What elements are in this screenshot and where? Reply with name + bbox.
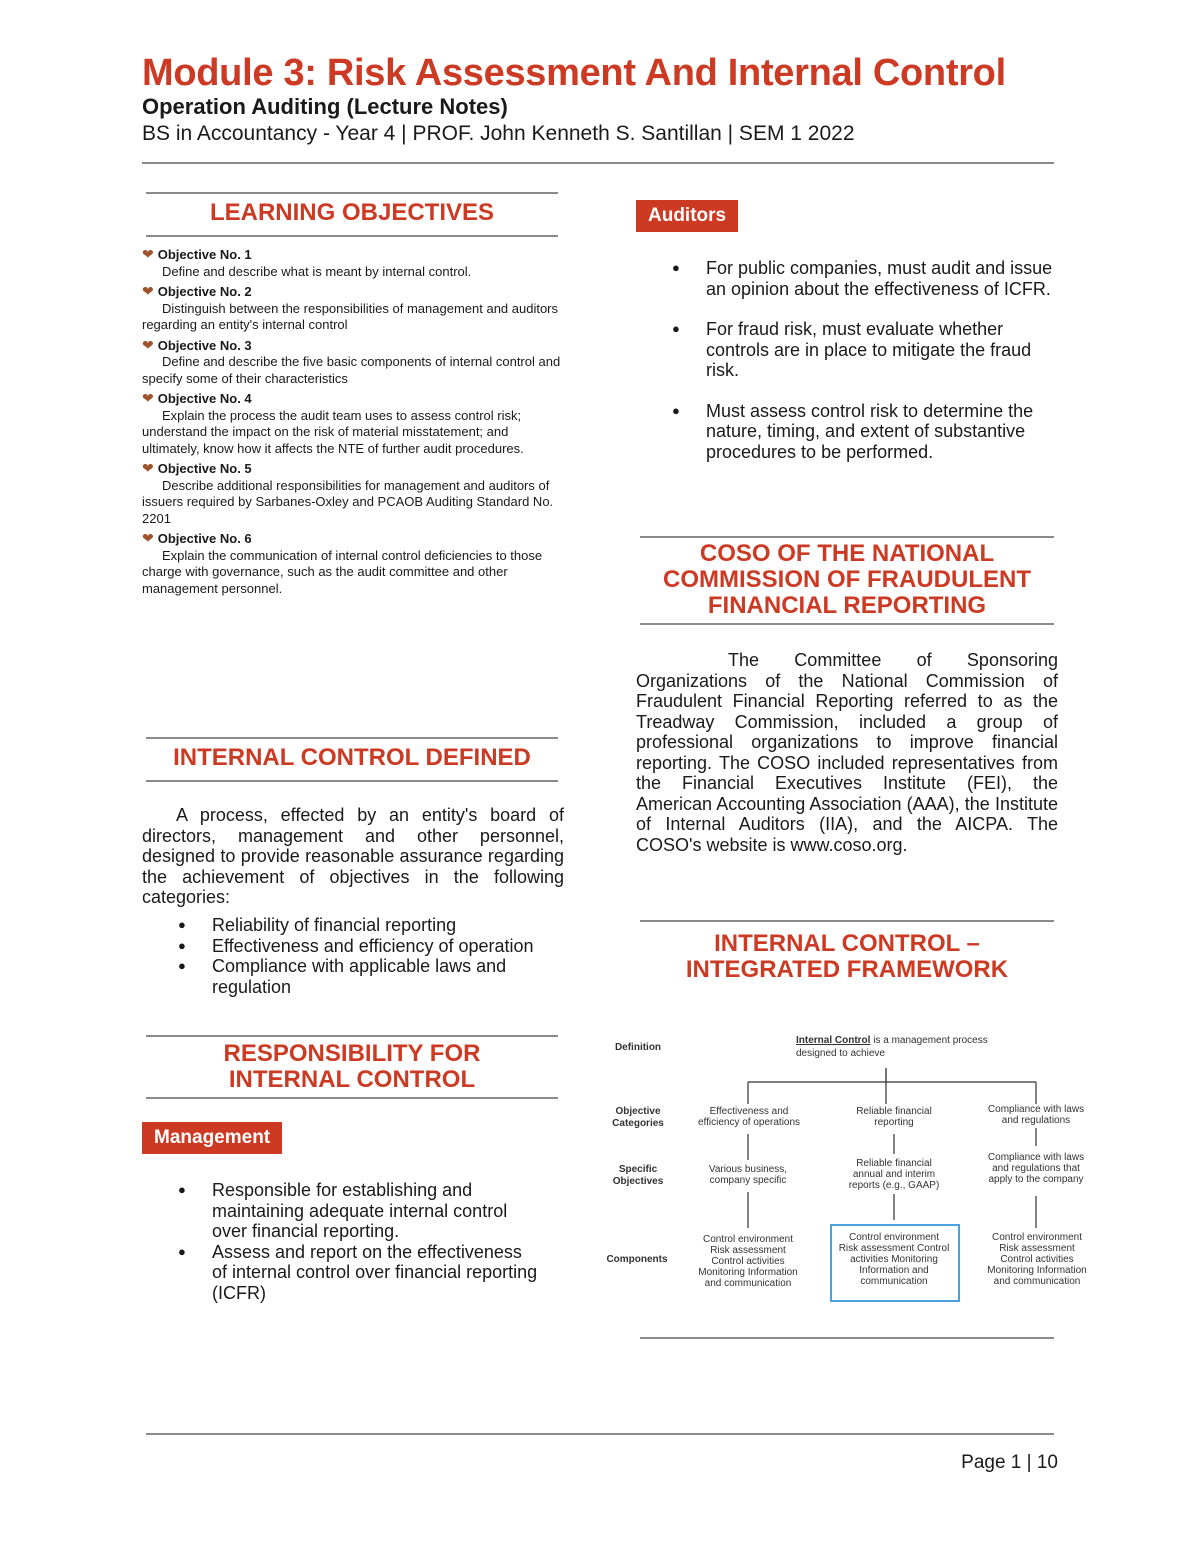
category-operations: Effectiveness and efficiency of operations <box>697 1106 801 1128</box>
heart-icon: ❤ <box>142 530 154 546</box>
auditors-tag: Auditors <box>636 200 738 232</box>
list-item: ● For fraud risk, must evaluate whether controls are in place to mitigate the fraud risk. <box>672 319 1062 381</box>
specific-financial: Reliable financial annual and interim reports (e.g., GAAP) <box>848 1158 940 1191</box>
objective-description: Distinguish between the responsibilities of management and auditors regarding an entity's internal control <box>142 300 559 332</box>
list-item: ● Compliance with applicable laws and regulation <box>178 956 548 997</box>
heart-icon: ❤ <box>142 390 154 406</box>
list-item: ● Assess and report on the effectiveness of internal control over financial reporting (ICFR) <box>178 1242 538 1304</box>
learning-objectives-heading: LEARNING OBJECTIVES <box>209 199 495 226</box>
divider <box>146 1035 558 1037</box>
objective-title: Objective No. 2 <box>157 284 252 299</box>
responsibility-heading: RESPONSIBILITY FOR INTERNAL CONTROL <box>223 1040 481 1093</box>
page-number: Page 1 | 10 <box>961 1452 1058 1473</box>
specific-operations: Various business, company specific <box>708 1164 788 1186</box>
objective-categories-list <box>178 915 548 997</box>
objective-description: Define and describe the five basic components of internal control and specify some of their characteristics <box>142 354 561 386</box>
divider <box>146 737 558 739</box>
list-item: ● For public companies, must audit and issue an opinion about the effectiveness of ICFR. <box>672 258 1062 299</box>
divider <box>146 192 558 194</box>
list-item: ● Responsible for establishing and maintaining adequate internal control over financial reporting. <box>178 1180 538 1242</box>
management-tag: Management <box>142 1122 282 1154</box>
internal-control-defined-heading: INTERNAL CONTROL DEFINED <box>173 744 531 771</box>
coso-heading: COSO OF THE NATIONAL COMMISSION OF FRAUDULENT FINANCIAL REPORTING <box>663 540 1031 619</box>
internal-control-definition: A process, effected by an entity's board of directors, management and other personnel, designed to provide reasonable assurance regarding the achievement of objectives in the following categories: <box>142 805 564 907</box>
row-label-definition: Definition <box>614 1042 662 1053</box>
coso-framework-diagram <box>600 1028 1100 1308</box>
definition-rest: is a management process designed to achieve <box>796 1035 988 1059</box>
components-financial: Control environment Risk assessment Control activities Monitoring Information and communication <box>838 1232 950 1287</box>
auditors-responsibilities-list <box>672 258 1062 482</box>
objective-title: Objective No. 1 <box>157 247 252 262</box>
heart-icon: ❤ <box>142 460 154 476</box>
divider <box>640 536 1054 538</box>
divider <box>640 623 1054 625</box>
objective-item <box>142 390 562 457</box>
objective-title: Objective No. 5 <box>157 461 252 476</box>
header-divider <box>142 162 1054 164</box>
heart-icon: ❤ <box>142 246 154 262</box>
definition-text <box>796 1034 996 1060</box>
objective-item <box>142 283 562 334</box>
coso-paragraph: The Committee of Sponsoring Organizations of the National Commission of Fraudulent Financial Reporting referred to as the Treadway Commission, included a group of professional organizations to improve financial reporting. The COSO included representatives from the Financial Executives Institute (FEI), the American Accounting Association (AAA), the Institute of Internal Auditors (IIA), and the AICPA. The COSO's website is www.coso.org. <box>636 650 1058 855</box>
list-item: ● Effectiveness and efficiency of operation <box>178 936 548 957</box>
specific-compliance: Compliance with laws and regulations that apply to the company <box>987 1152 1085 1185</box>
list-item: ● Must assess control risk to determine the nature, timing, and extent of substantive procedures to be performed. <box>672 401 1062 463</box>
divider <box>146 1097 558 1099</box>
category-compliance: Compliance with laws and regulations <box>987 1104 1085 1126</box>
page-title: Module 3: Risk Assessment And Internal Control <box>142 52 1006 94</box>
objective-title: Objective No. 6 <box>157 531 252 546</box>
objective-title: Objective No. 4 <box>157 391 252 406</box>
row-label-objective-categories: Objective Categories <box>612 1106 664 1129</box>
framework-heading: INTERNAL CONTROL – INTEGRATED FRAMEWORK <box>685 930 1009 983</box>
definition-term: Internal Control <box>796 1035 871 1046</box>
divider <box>640 1337 1054 1339</box>
management-responsibilities-list <box>178 1180 538 1303</box>
components-operations: Control environment Risk assessment Control activities Monitoring Information and communication <box>698 1234 798 1289</box>
divider <box>146 235 558 237</box>
objective-description: Describe additional responsibilities for management and auditors of issuers required by Sarbanes-Oxley and PCAOB Auditing Standard No. 2201 <box>142 477 554 526</box>
objective-item <box>142 460 562 527</box>
course-byline: BS in Accountancy - Year 4 | PROF. John Kenneth S. Santillan | SEM 1 2022 <box>142 122 855 145</box>
objective-item <box>142 337 562 388</box>
objectives-list <box>142 246 562 600</box>
divider <box>640 920 1054 922</box>
category-financial-reporting: Reliable financial reporting <box>856 1106 932 1128</box>
list-item: ● Reliability of financial reporting <box>178 915 548 936</box>
divider <box>146 780 558 782</box>
page-subtitle: Operation Auditing (Lecture Notes) <box>142 94 508 119</box>
heart-icon: ❤ <box>142 283 154 299</box>
objective-title: Objective No. 3 <box>157 337 252 353</box>
row-label-specific-objectives: Specific Objectives <box>612 1164 664 1187</box>
objective-description: Define and describe what is meant by internal control. <box>162 263 472 279</box>
objective-item <box>142 530 562 597</box>
objective-description: Explain the process the audit team uses to assess control risk; understand the impact on the risk of material misstatement; and ultimately, know how it affects the NTE of further audit procedures. <box>142 407 524 456</box>
objective-description: Explain the communication of internal control deficiencies to those charge with governance, such as the audit committee and other management personnel. <box>142 547 543 596</box>
footer-divider <box>146 1433 1054 1435</box>
components-compliance: Control environment Risk assessment Control activities Monitoring Information and communication <box>987 1232 1087 1287</box>
objective-item <box>142 246 562 280</box>
heart-icon: ❤ <box>142 336 154 353</box>
row-label-components: Components <box>606 1254 668 1265</box>
